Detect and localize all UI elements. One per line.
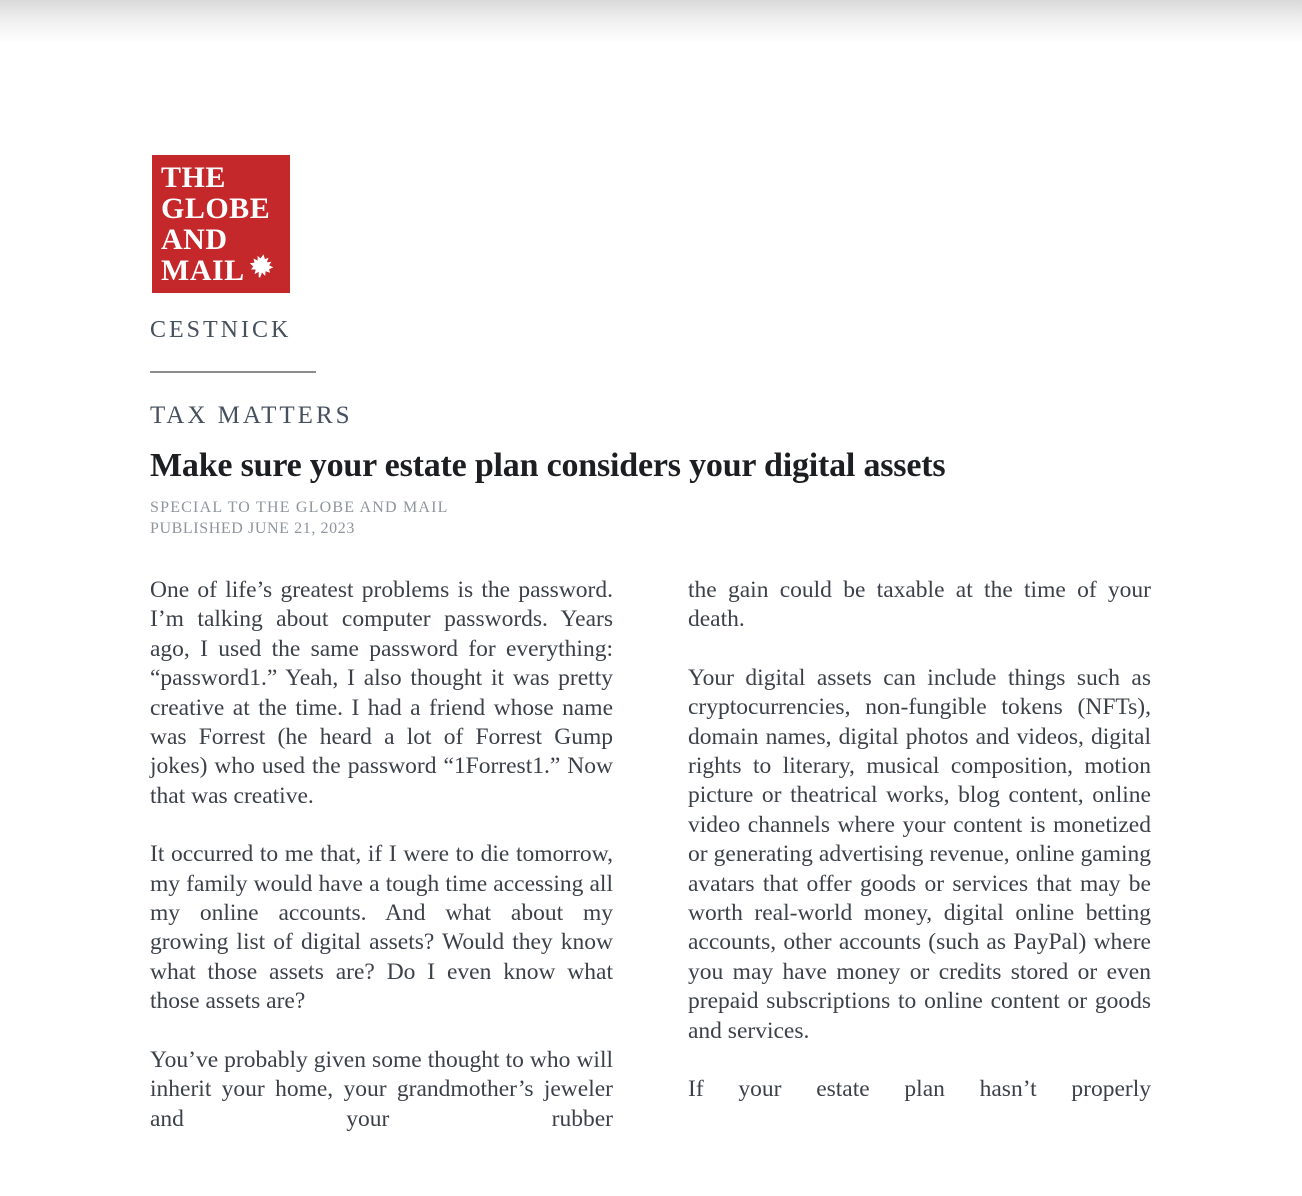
logo-line — [161, 224, 290, 255]
logo-line — [161, 193, 290, 224]
paragraph: Your digital assets can include things such as cryptocurrencies, non-fungible tokens (NFTs), domain names, digital photos and videos, digital rights to literary, musical composition, motion picture or theatrical works, blog content, online video channels where your content is monetized or generating advertising revenue, online gaming avatars that offer goods or services that may be worth real-world money, digital online betting accounts, other accounts (such as PayPal) where you may have money or credits stored or even prepaid subscriptions to online content or goods and services. — [688, 664, 1151, 1044]
logo-line — [161, 162, 290, 193]
maple-leaf-icon — [246, 251, 275, 286]
right-column — [688, 576, 1151, 1134]
left-column — [150, 576, 613, 1134]
globe-and-mail-logo — [152, 155, 290, 293]
paragraph-clipped: You’ve probably given some thought to who will inherit your home, your grandmother’s jeweler and your rubber — [150, 1046, 613, 1132]
publish-date: PUBLISHED JUNE 21, 2023 — [150, 520, 355, 537]
article-headline: Make sure your estate plan considers your digital assets — [150, 447, 946, 484]
article-byline: SPECIAL TO THE GLOBE AND MAIL — [150, 499, 449, 516]
section-kicker: TAX MATTERS — [150, 402, 353, 429]
logo-word: MAIL — [161, 254, 245, 287]
logo-word: AND — [161, 223, 228, 256]
paragraph: It occurred to me that, if I were to die tomorrow, my family would have a tough time accessing all my online accounts. And what about my growing list of digital assets? Would they know what those assets are? Do I even know what those assets are? — [150, 841, 613, 1015]
paragraph: One of life’s greatest problems is the password. I’m talking about computer passwords. Years ago, I used the same password for everything: “password1.” Yeah, I also thought it was pretty creative at the time. I had a friend whose name was Forrest (he heard a lot of Forrest Gump jokes) who used the password “1Forrest1.” Now that was creative. — [150, 577, 613, 809]
logo-word: GLOBE — [161, 192, 271, 225]
columnist-name: CESTNICK — [150, 317, 292, 343]
article-columns — [150, 576, 1152, 1134]
divider — [150, 371, 316, 373]
logo-line — [161, 255, 290, 286]
paragraph: the gain could be taxable at the time of your death. — [688, 577, 1151, 633]
paragraph-clipped: If your estate plan hasn’t properly — [688, 1076, 1151, 1103]
logo-word: THE — [161, 161, 226, 194]
